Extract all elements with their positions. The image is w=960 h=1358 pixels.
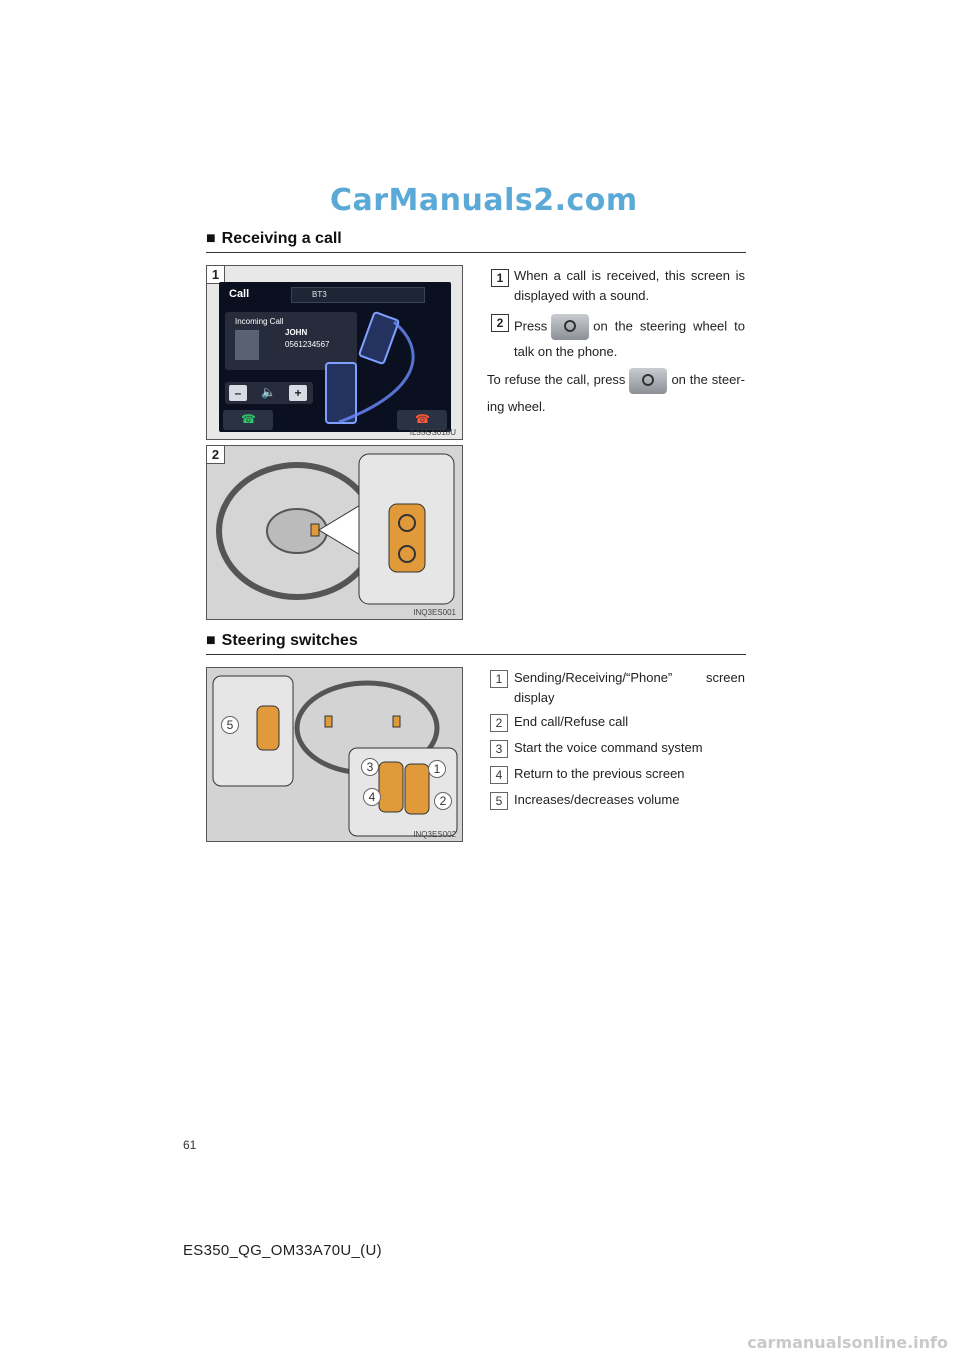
- figure-code: INQ3ES002: [413, 830, 456, 839]
- figure-code: IL55GS018U: [409, 428, 456, 437]
- figure-code: INQ3ES001: [413, 608, 456, 617]
- figure-number: 1: [207, 266, 225, 284]
- figure-steering-wheel-switch: [206, 445, 463, 620]
- watermark-carmanualsonline: carmanualsonline.info: [747, 1333, 948, 1352]
- caller-number: 0561234567: [285, 340, 330, 349]
- caller-name: JOHN: [285, 328, 308, 337]
- section-heading-receiving-call: [206, 230, 746, 253]
- callout-2: 2: [434, 792, 452, 810]
- bullet-square: ■: [206, 230, 216, 247]
- phone-switch-icon: [629, 368, 667, 394]
- volume-up-button[interactable]: +: [289, 385, 307, 401]
- figure-steering-switches: [206, 667, 463, 842]
- callout-1: 1: [428, 760, 446, 778]
- legend-number-1: 1: [490, 670, 508, 688]
- section-heading-steering-switches: [206, 632, 746, 655]
- phone-decline-icon: ☎: [415, 412, 430, 426]
- footer-document-code: ES350_QG_OM33A70U_(U): [183, 1242, 382, 1259]
- bluetooth-device-label: BT3: [312, 290, 327, 299]
- step-2-text: [514, 314, 745, 364]
- step-2-text-before: Press: [514, 318, 548, 334]
- screen-title: Call: [229, 288, 250, 300]
- refuse-text-after: on the steer-ing wheel.: [487, 372, 745, 414]
- step-number-1: 1: [491, 269, 509, 287]
- bullet-square: ■: [206, 632, 216, 649]
- callout-5: 5: [221, 716, 239, 734]
- section-title: Receiving a call: [221, 230, 342, 247]
- speaker-icon: 🔈: [261, 385, 276, 399]
- legend-text-4: Return to the previous screen: [514, 766, 685, 781]
- steering-wheel-illustration: [207, 446, 462, 619]
- step-number-2: 2: [491, 314, 509, 332]
- legend-number-4: 4: [490, 766, 508, 784]
- figure-incoming-call-screen: [206, 265, 463, 440]
- watermark-carmanuals2: CarManuals2.com: [330, 183, 638, 218]
- incoming-call-label: Incoming Call: [235, 317, 284, 326]
- legend-number-2: 2: [490, 714, 508, 732]
- step-2-text-after: on the steering wheel to talk on the phone.: [514, 318, 745, 359]
- phone-answer-icon: ☎: [241, 412, 256, 426]
- page-number: 61: [183, 1138, 197, 1152]
- step-1-text: When a call is received, this screen is displayed with a sound.: [514, 268, 745, 303]
- legend-text-3: Start the voice command system: [514, 740, 703, 755]
- volume-down-button[interactable]: –: [229, 385, 247, 401]
- legend-number-5: 5: [490, 792, 508, 810]
- legend-text-5: Increases/decreases volume: [514, 792, 680, 807]
- figure-number: 2: [207, 446, 225, 464]
- legend-text-2: End call/Refuse call: [514, 714, 629, 729]
- legend-text-1: Sending/Receiving/“Phone” screen display: [514, 670, 745, 705]
- section-title: Steering switches: [221, 632, 358, 649]
- callout-3: 3: [361, 758, 379, 776]
- refuse-text-before: To refuse the call, press: [487, 372, 626, 387]
- phone-switch-icon: [551, 314, 589, 340]
- refuse-call-text: [487, 367, 745, 420]
- legend-number-3: 3: [490, 740, 508, 758]
- callout-4: 4: [363, 788, 381, 806]
- steering-switches-illustration: [207, 668, 462, 841]
- call-screen: [219, 282, 451, 432]
- light-swoosh-graphic: [219, 282, 451, 432]
